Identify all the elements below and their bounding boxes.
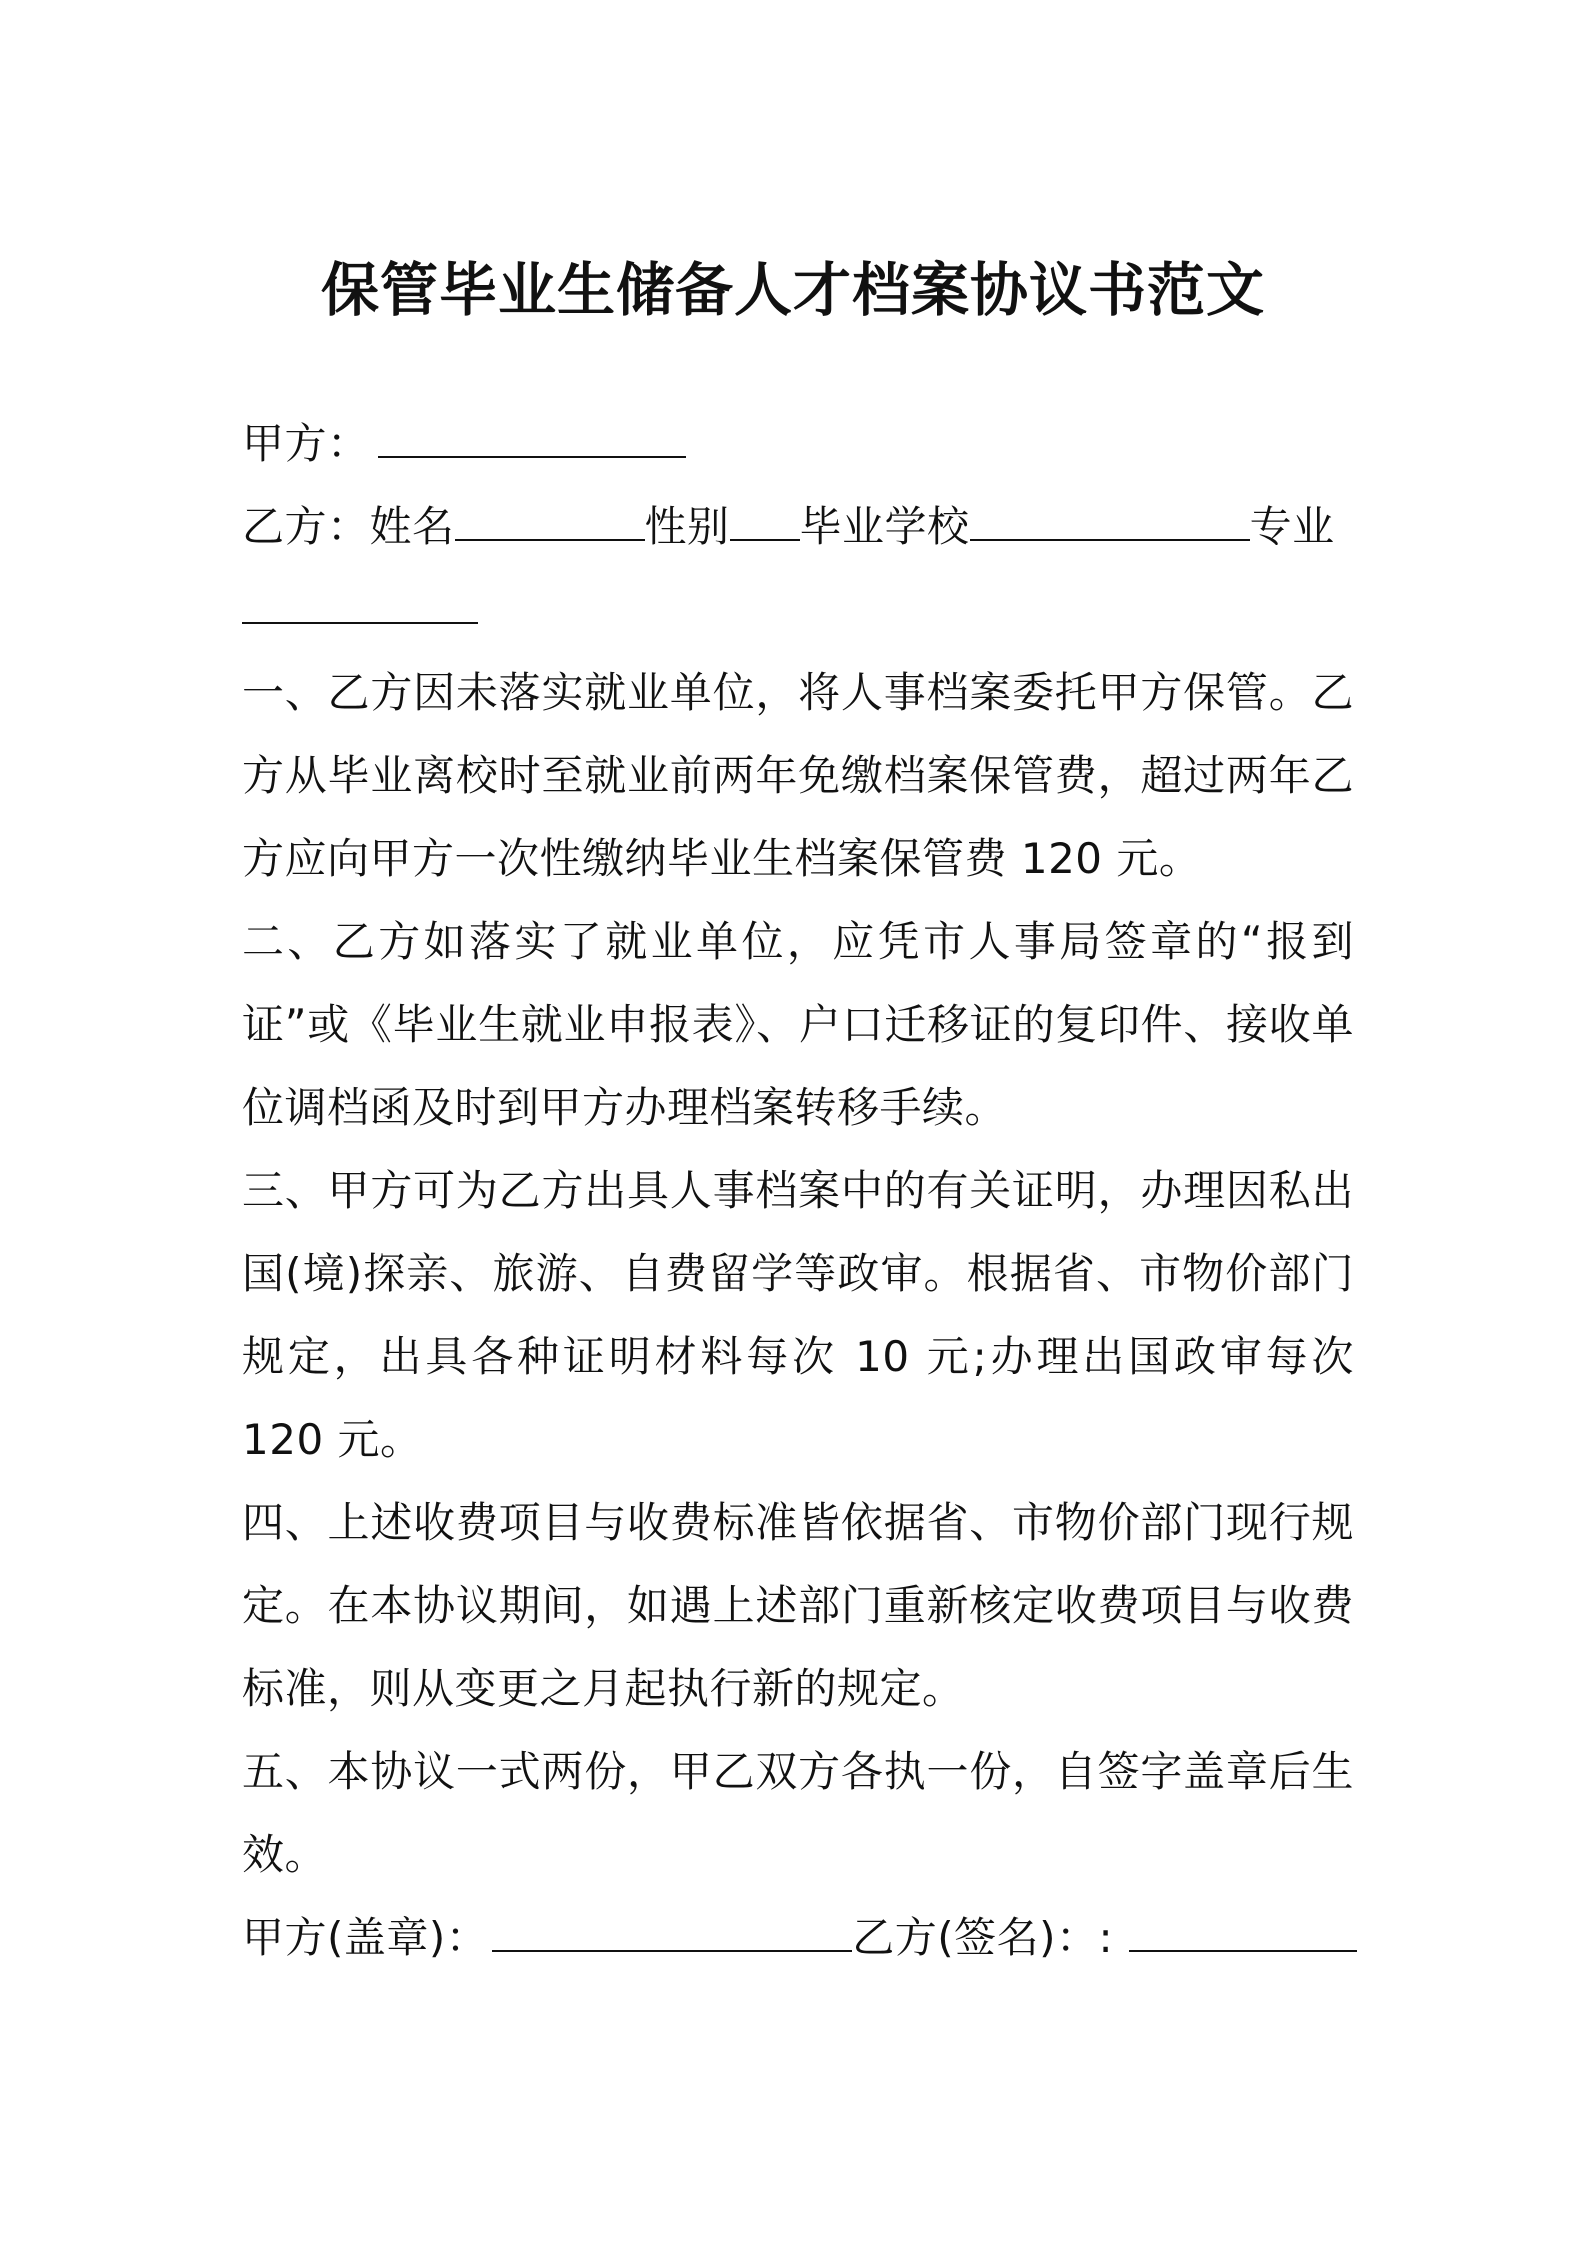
party-b-gender-blank [730,505,800,541]
party-a-seal-label: 甲方(盖章)： [242,1913,489,1962]
party-b-label: 乙方： [242,502,370,551]
document-body [242,402,1354,1979]
clause-2: 二、乙方如落实了就业单位，应凭市人事局签章的“报到证”或《毕业生就业申报表》、户口迁移证的复印件、接收单位调档函及时到甲方办理档案转移手续。 [242,917,1354,1132]
party-b-sign-blank [1129,1916,1357,1952]
clause-4: 四、上述收费项目与收费标准皆依据省、市物价部门现行规定。在本协议期间，如遇上述部门重新核定收费项目与收费标准，则从变更之月起执行新的规定。 [242,1498,1354,1713]
party-b-line [242,485,1354,568]
party-b-major-line [242,568,1354,651]
party-b-name-label: 姓名 [369,502,455,551]
clause-1: 一、乙方因未落实就业单位，将人事档案委托甲方保管。乙方从毕业离校时至就业前两年免缴档案保管费，超过两年乙方应向甲方一次性缴纳毕业生档案保管费 120 元。 [242,668,1354,883]
party-a-line [242,402,1354,485]
party-b-gender-label: 性别 [644,502,730,551]
party-b-school-label: 毕业学校 [799,502,970,551]
clause-3: 三、甲方可为乙方出具人事档案中的有关证明，办理因私出国(境)探亲、旅游、自费留学等政审。根据省、市物价部门规定，出具各种证明材料每次 10 元;办理出国政审每次 120 元。 [242,1166,1354,1464]
party-a-blank [378,422,686,458]
party-a-seal-blank [492,1916,852,1952]
party-b-school-blank [970,505,1250,541]
clause-5: 五、本协议一式两份，甲乙双方各执一份，自签字盖章后生效。 [242,1747,1354,1879]
party-b-name-blank [455,505,645,541]
signature-line [242,1896,1354,1979]
party-b-major-label: 专业 [1249,502,1335,551]
party-a-label: 甲方： [242,419,370,468]
party-b-sign-label: 乙方(签名)：: [852,1913,1114,1962]
document-title: 保管毕业生储备人才档案协议书范文 [320,256,1265,324]
party-b-major-blank [242,588,478,624]
